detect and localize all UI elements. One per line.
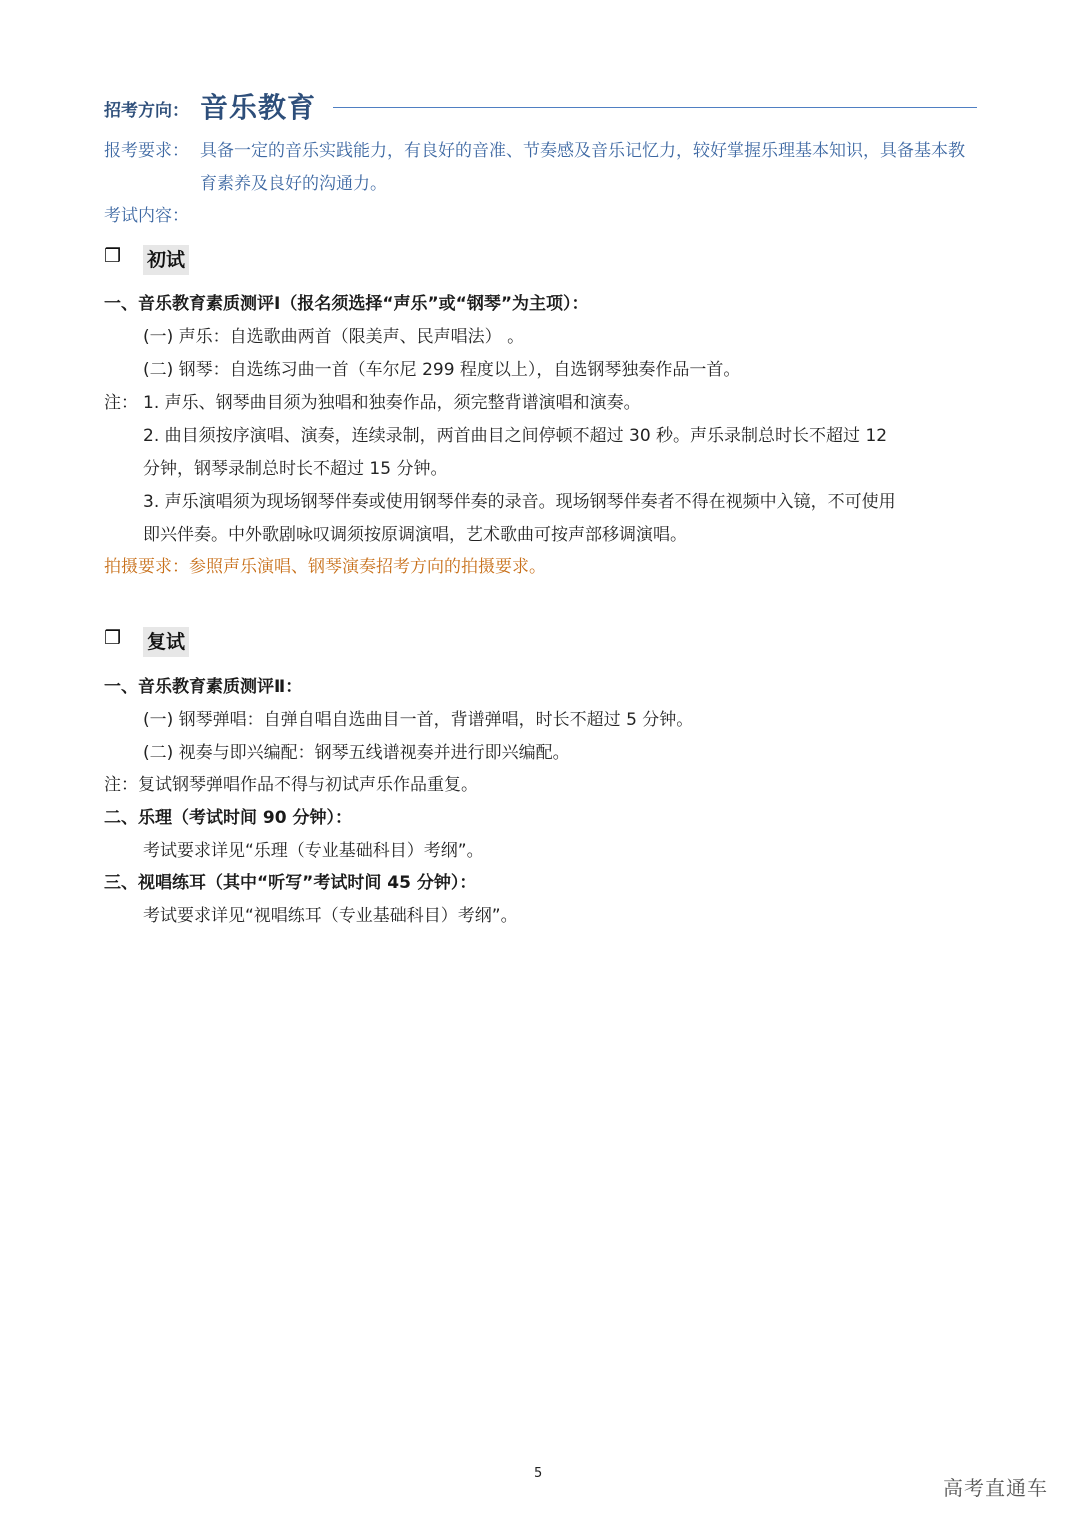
section-title-final: 复试 — [143, 627, 189, 657]
sub-item-sight-reading: (二) 视奏与即兴编配：钢琴五线谱视奏并进行即兴编配。 — [143, 743, 570, 763]
watermark: 高考直通车 — [943, 1476, 1048, 1500]
item-title: 三、视唱练耳（其中“听写”考试时间 45 分钟）： — [104, 873, 477, 893]
sub-item-vocal: (一) 声乐：自选歌曲两首（限美声、民声唱法） 。 — [143, 327, 525, 347]
item-title: 二、乐理（考试时间 90 分钟）： — [104, 808, 352, 828]
content-label: 考试内容： — [104, 206, 189, 226]
section-title-preliminary: 初试 — [143, 245, 189, 275]
sub-item-piano: (二) 钢琴：自选练习曲一首（车尔尼 299 程度以上），自选钢琴独奏作品一首。 — [143, 360, 741, 380]
direction-title: 音乐教育 — [200, 91, 317, 124]
item-text: 考试要求详见“乐理（专业基础科目）考纲”。 — [143, 841, 484, 861]
note-item: 2. 曲目须按序演唱、演奏，连续录制，两首曲目之间停顿不超过 30 秒。声乐录制总时长不超过 12 — [143, 426, 888, 446]
note-item-continued: 分钟，钢琴录制总时长不超过 15 分钟。 — [143, 459, 448, 479]
title-rule — [333, 107, 977, 108]
note-item-continued: 即兴伴奏。中外歌剧咏叹调须按原调演唱，艺术歌曲可按声部移调演唱。 — [143, 525, 687, 545]
note: 注：复试钢琴弹唱作品不得与初试声乐作品重复。 — [104, 775, 478, 795]
item-text: 考试要求详见“视唱练耳（专业基础科目）考纲”。 — [143, 906, 518, 926]
note-item: 3. 声乐演唱须为现场钢琴伴奏或使用钢琴伴奏的录音。现场钢琴伴奏者不得在视频中入镜，不可使用 — [143, 492, 896, 512]
direction-label: 招考方向： — [104, 101, 189, 121]
item-title: 一、音乐教育素质测评Ⅱ： — [104, 677, 303, 697]
requirement-text: 具备一定的音乐实践能力，有良好的音准、节奏感及音乐记忆力，较好掌握乐理基本知识，具备基本教育素养及良好的沟通力。 — [200, 141, 965, 194]
sub-item-piano-singing: (一) 钢琴弹唱：自弹自唱自选曲目一首，背谱弹唱，时长不超过 5 分钟。 — [143, 710, 694, 730]
note-item: 1. 声乐、钢琴曲目须为独唱和独奏作品，须完整背谱演唱和演奏。 — [143, 393, 641, 413]
checkbox-icon: ❒ — [104, 245, 122, 267]
requirement-label: 报考要求： — [104, 141, 189, 161]
checkbox-icon: ❒ — [104, 627, 122, 649]
item-title: 一、音乐教育素质测评Ⅰ（报名须选择“声乐”或“钢琴”为主项）： — [104, 294, 589, 314]
page-number: 5 — [534, 1466, 543, 1481]
shooting-requirement: 拍摄要求：参照声乐演唱、钢琴演奏招考方向的拍摄要求。 — [104, 557, 546, 577]
note-label: 注： — [104, 393, 138, 413]
